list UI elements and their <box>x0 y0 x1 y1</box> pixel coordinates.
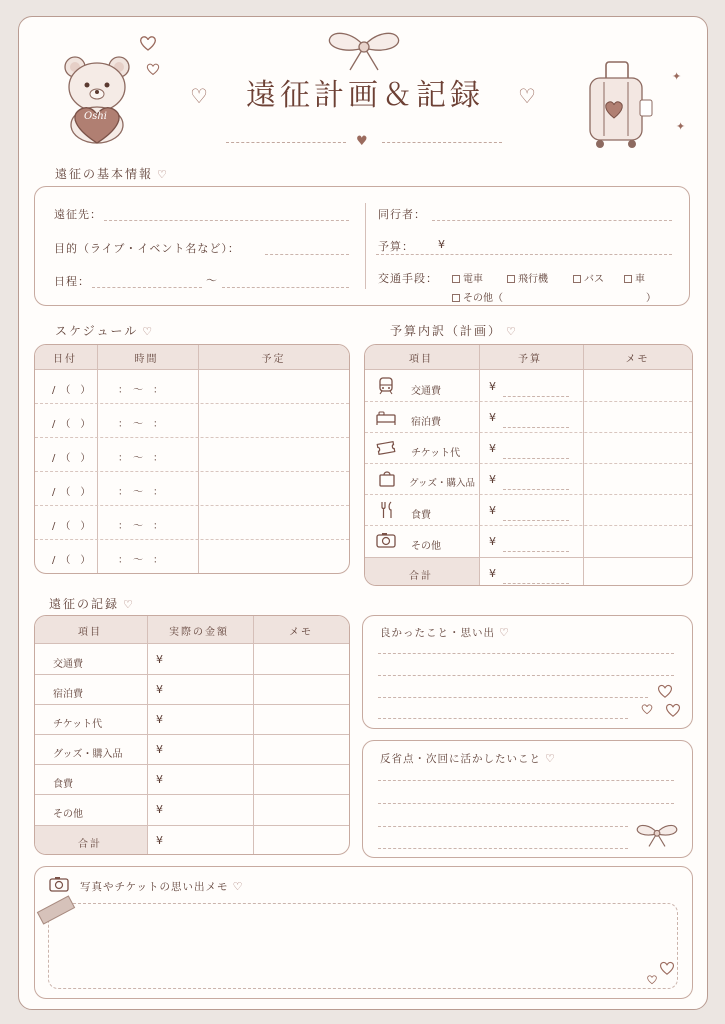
record-item-label: チケット代 <box>53 719 103 730</box>
fork-knife-icon <box>378 501 396 519</box>
budget-header-item: 項目 <box>409 354 433 365</box>
record-header-amount: 実際の金額 <box>169 627 229 638</box>
schedule-row-date[interactable]: / （ ） <box>52 521 91 532</box>
date-label: 日程： <box>54 275 90 288</box>
budget-label: 予算： <box>378 240 414 253</box>
schedule-row-time[interactable]: ： 〜 ： <box>118 385 163 396</box>
budget-currency: ¥ <box>489 504 496 517</box>
budget-item-label: 交通費 <box>411 386 441 397</box>
schedule-row-date[interactable]: / （ ） <box>52 385 91 396</box>
record-header-item: 項目 <box>78 627 102 638</box>
record-currency: ¥ <box>156 834 163 847</box>
good-memories-line[interactable] <box>378 675 674 676</box>
schedule-row-time[interactable]: ： 〜 ： <box>118 487 163 498</box>
budget-currency: ¥ <box>489 380 496 393</box>
schedule-header-time: 時間 <box>134 354 159 365</box>
budget-currency: ¥ <box>489 442 496 455</box>
reflection-line[interactable] <box>378 848 628 849</box>
budget-header-memo: メモ <box>625 354 650 365</box>
budget-item-label: 食費 <box>411 510 431 521</box>
basic-info-section-title: 遠征の基本情報 ♡ <box>55 167 169 181</box>
suitcase-icon <box>582 60 662 150</box>
ticket-icon <box>376 441 396 455</box>
reflection-line[interactable] <box>378 803 674 804</box>
record-total-label: 合計 <box>78 839 102 850</box>
record-item-label: 交通費 <box>53 659 83 670</box>
heart-icon <box>640 703 654 715</box>
transport-checkbox-bus[interactable]: バス <box>573 270 604 285</box>
budget-amount-input[interactable] <box>503 396 569 397</box>
date-end-input[interactable] <box>222 287 349 288</box>
good-memories-line[interactable] <box>378 653 674 654</box>
record-item-label: 宿泊費 <box>53 689 83 700</box>
transport-checkbox-train[interactable]: 電車 <box>452 270 483 285</box>
reflection-line[interactable] <box>378 826 628 827</box>
heart-icon <box>656 683 674 699</box>
budget-item-label: グッズ・購入品 <box>409 478 476 489</box>
purpose-input[interactable] <box>265 254 349 255</box>
heart-icon <box>658 960 676 976</box>
transport-label: 交通手段： <box>378 272 438 285</box>
photo-memo-title: 写真やチケットの思い出メモ ♡ <box>80 880 244 893</box>
transport-checkbox-other[interactable]: その他（ <box>452 289 503 304</box>
good-memories-line[interactable] <box>378 697 648 698</box>
schedule-header-plan: 予定 <box>261 354 286 365</box>
budget-amount-input[interactable] <box>503 427 569 428</box>
schedule-row-date[interactable]: / （ ） <box>52 453 91 464</box>
schedule-row-time[interactable]: ： 〜 ： <box>118 419 163 430</box>
sparkle-icon: ✦ <box>676 120 686 133</box>
budget-currency: ¥ <box>489 473 496 486</box>
transport-checkbox-plane[interactable]: 飛行機 <box>507 270 548 285</box>
schedule-row-time[interactable]: ： 〜 ： <box>118 453 163 464</box>
destination-input[interactable] <box>104 220 349 221</box>
budget-section-title: 予算内訳（計画） ♡ <box>390 324 518 338</box>
companion-label: 同行者： <box>378 208 426 221</box>
train-icon <box>377 377 395 395</box>
record-currency: ¥ <box>156 653 163 666</box>
budget-amount-input[interactable] <box>503 551 569 552</box>
budget-header-amount: 予算 <box>518 354 542 365</box>
transport-other-close: ） <box>646 293 656 304</box>
purpose-label: 目的（ライブ・イベント名など）： <box>54 242 240 255</box>
budget-item-label: その他 <box>411 541 441 552</box>
record-currency: ¥ <box>156 803 163 816</box>
destination-label: 遠征先： <box>54 208 102 221</box>
record-currency: ¥ <box>156 713 163 726</box>
record-item-label: その他 <box>53 809 83 820</box>
budget-item-label: 宿泊費 <box>411 417 441 428</box>
page-title: 遠征計画＆記録 <box>246 78 484 113</box>
schedule-row-date[interactable]: / （ ） <box>52 419 91 430</box>
record-section-title: 遠征の記録 ♡ <box>49 597 135 611</box>
reflection-line[interactable] <box>378 780 674 781</box>
budget-amount-input[interactable] <box>503 489 569 490</box>
budget-amount-input[interactable] <box>503 458 569 459</box>
transport-checkbox-car[interactable]: 車 <box>624 270 645 285</box>
heart-icon <box>664 702 682 718</box>
schedule-row-time[interactable]: ： 〜 ： <box>118 555 163 566</box>
budget-currency: ¥ <box>489 411 496 424</box>
shopping-bag-icon <box>378 469 396 487</box>
schedule-header-date: 日付 <box>53 354 77 365</box>
title-underline <box>226 142 346 143</box>
budget-total-label: 合計 <box>409 571 433 582</box>
record-currency: ¥ <box>156 683 163 696</box>
record-item-label: 食費 <box>53 779 73 790</box>
bear-icon <box>55 45 145 145</box>
schedule-row-date[interactable]: / （ ） <box>52 555 91 566</box>
sparkle-icon: ✦ <box>672 70 682 83</box>
record-currency: ¥ <box>156 773 163 786</box>
camera-icon <box>49 876 69 892</box>
bed-icon <box>376 409 396 425</box>
budget-currency: ¥ <box>438 238 446 251</box>
budget-item-label: チケット代 <box>411 448 461 459</box>
photo-memo-area[interactable] <box>48 903 678 989</box>
record-header-memo: メモ <box>289 627 313 638</box>
good-memories-title: 良かったこと・思い出 ♡ <box>380 626 510 639</box>
heart-icon <box>138 34 158 52</box>
companion-input[interactable] <box>432 220 672 221</box>
record-currency: ¥ <box>156 743 163 756</box>
title-underline <box>382 142 502 143</box>
ribbon-bow-icon <box>633 820 681 850</box>
basic-info-divider <box>365 203 366 289</box>
ribbon-bow-icon <box>322 28 406 72</box>
schedule-row-date[interactable]: / （ ） <box>52 487 91 498</box>
bear-badge-text: Oshi <box>84 111 107 122</box>
camera-icon <box>376 532 396 548</box>
budget-currency: ¥ <box>489 567 496 580</box>
heart-icon <box>145 62 161 76</box>
heart-icon <box>646 974 658 985</box>
budget-amount-input[interactable] <box>503 520 569 521</box>
heart-icon: ♡ <box>518 84 536 108</box>
date-start-input[interactable] <box>92 287 202 288</box>
budget-total-input[interactable] <box>503 583 569 584</box>
schedule-row-time[interactable]: ： 〜 ： <box>118 521 163 532</box>
record-item-label: グッズ・購入品 <box>53 749 123 760</box>
good-memories-line[interactable] <box>378 718 628 719</box>
heart-icon: ♥ <box>356 134 368 149</box>
budget-currency: ¥ <box>489 535 496 548</box>
budget-input[interactable] <box>376 254 672 255</box>
schedule-section-title: スケジュール ♡ <box>55 324 155 338</box>
date-separator: 〜 <box>206 274 218 287</box>
heart-icon: ♡ <box>190 84 208 108</box>
reflection-title: 反省点・次回に活かしたいこと ♡ <box>380 752 556 765</box>
